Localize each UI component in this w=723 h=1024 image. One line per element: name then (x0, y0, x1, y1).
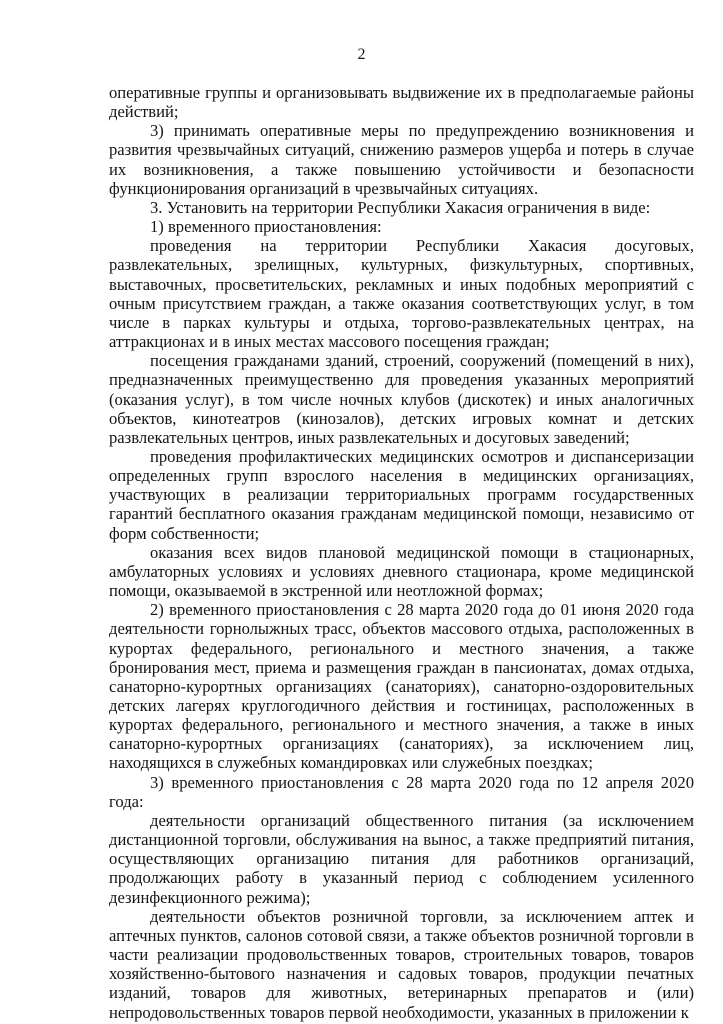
page-number: 2 (357, 46, 366, 63)
paragraph-item-3-measures: 3) принимать оперативные меры по предупреждению возникновения и развития чрезвычайных ситуаций, снижению размеров ущерба и потерь в случае их возникновения, а также повышению устойчивости и безопасности функционирования организаций в чрезвычайных ситуациях. (109, 121, 694, 198)
paragraph-subitem-1: 1) временного приостановления: (150, 217, 382, 237)
paragraph-subitem-2-resorts: 2) временного приостановления с 28 марта 2020 года до 01 июня 2020 года деятельности горнолыжных трасс, объектов массового отдыха, расположенных в курортах федерального, регионального и местного значения, а также бронирования мест, приема и размещения граждан в пансионатах, домах отдыха, санаторно-курортных организациях (санаториях), санаторно-оздоровительных детских лагерях круглогодичного действия и гостиницах, расположенных в курортах федерального, регионального и местного значения, а также в иных санаторно-курортных организациях (санаториях), за исключением лиц, находящихся в служебных командировках или служебных поездках; (109, 600, 694, 773)
paragraph-planned-medical-care: оказания всех видов плановой медицинской помощи в стационарных, амбулаторных условиях и условиях дневного стационара, кроме медицинской помощи, оказываемой в экстренной или неотложной формах; (109, 542, 694, 601)
paragraph-events-restriction: проведения на территории Республики Хакасия досуговых, развлекательных, зрелищных, культурных, физкультурных, спортивных, выставочных, просветительских, рекламных и иных подобных мероприятий с очным присутствием граждан, а также оказания соответствующих услуг, в том числе в парках культуры и отдыха, торгово-развлекательных центрах, на аттракционах и в иных местах массового посещения граждан; (109, 236, 694, 352)
paragraph-retail-trade: деятельности объектов розничной торговли, за исключением аптек и аптечных пунктов, салонов сотовой связи, а также объектов розничной торговли в части реализации продовольственных товаров, строительных товаров, товаров хозяйственно-бытового назначения и садовых товаров, продукции печатных изданий, товаров для животных, ветеринарных препаратов и (или) непродовольственных товаров первой необходимости, указанных в приложении к (109, 906, 694, 1022)
paragraph-medical-checkups: проведения профилактических медицинских осмотров и диспансеризации определенных групп взрослого населения в медицинских организациях, участвующих в реализации территориальных программ государственных гарантий бесплатного оказания гражданам медицинской помощи, независимо от форм собственности; (109, 446, 694, 543)
document-body (109, 83, 694, 1022)
paragraph-continuation: оперативные группы и организовывать выдвижение их в предполагаемые районы действий; (109, 83, 694, 122)
paragraph-public-catering: деятельности организаций общественного питания (за исключением дистанционной торговли, обслуживания на вынос, а также предприятий питания, осуществляющих организацию питания для работников организаций, продолжающих работу в указанный период с соблюдением усиленного дезинфекционного режима); (109, 810, 694, 907)
paragraph-section-3-heading: 3. Установить на территории Республики Хакасия ограничения в виде: (150, 197, 651, 217)
paragraph-buildings-restriction: посещения гражданами зданий, строений, сооружений (помещений в них), предназначенных преимущественно для проведения указанных мероприятий (оказания услуг), в том числе ночных клубов (дискотек) и иных аналогичных объектов, кинотеатров (кинозалов), детских игровых комнат и детских развлекательных центров, иных развлекательных и досуговых заведений; (109, 351, 694, 447)
paragraph-subitem-3: 3) временного приостановления с 28 марта 2020 года по 12 апреля 2020 года: (109, 772, 694, 811)
